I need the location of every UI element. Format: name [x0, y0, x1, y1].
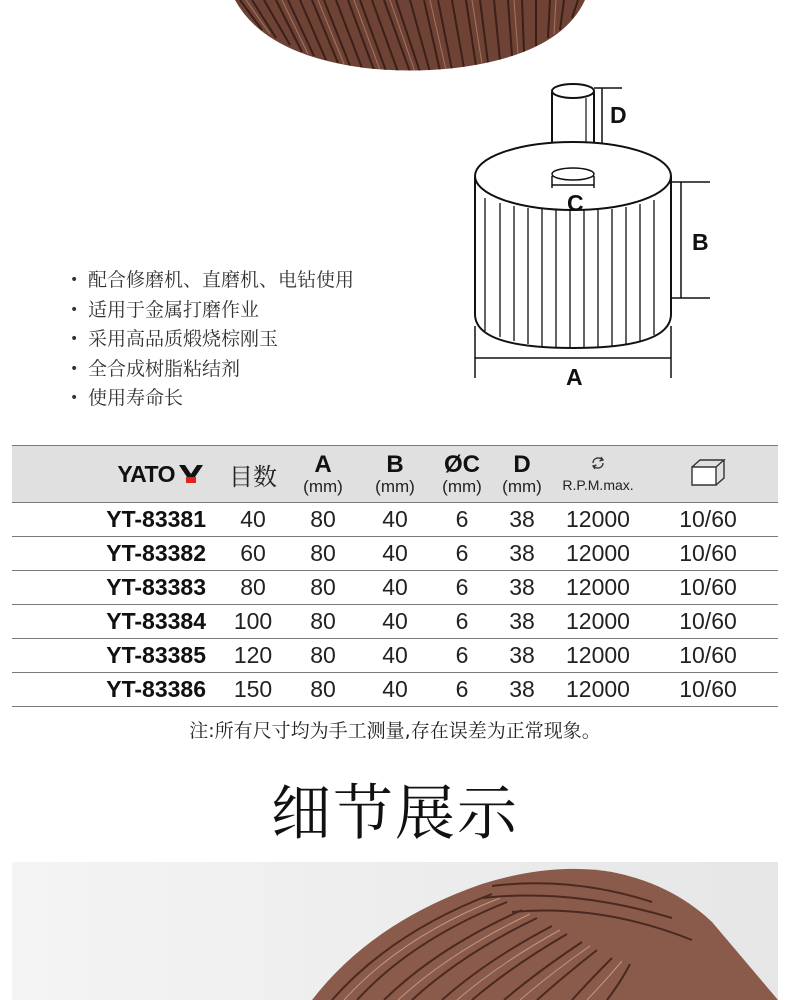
cell-pack: 10/60 — [679, 506, 737, 532]
cell-pack: 10/60 — [679, 608, 737, 634]
table-header-row — [12, 446, 778, 503]
cell-c: 6 — [455, 540, 469, 566]
header-b: B (mm) — [375, 450, 415, 496]
cell-rpm: 12000 — [566, 540, 630, 566]
cell-c: 6 — [455, 642, 469, 668]
cell-c: 6 — [455, 574, 469, 600]
table-row — [12, 537, 778, 571]
cell-rpm: 12000 — [566, 506, 630, 532]
feature-text: 配合修磨机、直磨机、电钻使用 — [88, 269, 355, 291]
cell-a: 80 — [310, 642, 336, 668]
table-row — [12, 605, 778, 639]
cell-b: 40 — [382, 506, 408, 532]
section-title: 细节展示 — [271, 779, 519, 849]
cell-d: 38 — [509, 574, 535, 600]
cell-rpm: 12000 — [566, 676, 630, 702]
cell-pack: 10/60 — [679, 676, 737, 702]
feature-item: • 全合成树脂粘结剂 — [70, 357, 241, 380]
diagram-label-d: D — [610, 102, 627, 128]
header-d: D (mm) — [502, 450, 542, 496]
cell-a: 80 — [310, 540, 336, 566]
cell-mesh: 80 — [240, 574, 266, 600]
cell-mesh: 120 — [233, 642, 273, 668]
cell-c: 6 — [455, 506, 469, 532]
cell-a: 80 — [310, 608, 336, 634]
cell-b: 40 — [382, 540, 408, 566]
cell-mesh: 100 — [233, 608, 273, 634]
feature-item: • 采用高品质煅烧棕刚玉 — [70, 328, 279, 350]
feature-item: • 适用于金属打磨作业 — [70, 298, 260, 321]
brand-header — [12, 446, 212, 503]
feature-item: • 配合修磨机、直磨机、电钻使用 — [70, 269, 355, 291]
table-row — [12, 503, 778, 537]
cell-c: 6 — [455, 676, 469, 702]
cell-a: 80 — [310, 574, 336, 600]
cell-b: 40 — [382, 574, 408, 600]
cell-model: YT-83384 — [106, 608, 206, 634]
measurement-note: 注:所有尺寸均为手工测量,存在误差为正常现象。 — [189, 720, 601, 742]
feature-text: 适用于金属打磨作业 — [88, 298, 260, 321]
yato-logo-icon — [178, 464, 204, 484]
spec-table — [12, 445, 778, 707]
header-a: A (mm) — [303, 450, 343, 496]
dimension-diagram — [460, 76, 720, 396]
feature-text: 采用高品质煅烧棕刚玉 — [88, 328, 279, 350]
table-row — [12, 639, 778, 673]
header-c: ØC (mm) — [442, 450, 482, 496]
cell-b: 40 — [382, 642, 408, 668]
cell-rpm: 12000 — [566, 608, 630, 634]
cell-mesh: 60 — [240, 540, 266, 566]
cell-d: 38 — [509, 608, 535, 634]
cell-mesh: 40 — [240, 506, 266, 532]
cell-d: 38 — [509, 642, 535, 668]
cell-pack: 10/60 — [679, 642, 737, 668]
cell-model: YT-83381 — [106, 506, 206, 532]
cell-model: YT-83382 — [106, 540, 206, 566]
cell-model: YT-83385 — [106, 642, 206, 668]
cell-d: 38 — [509, 676, 535, 702]
cell-model: YT-83383 — [106, 574, 206, 600]
cell-c: 6 — [455, 608, 469, 634]
feature-text: 使用寿命长 — [88, 387, 184, 409]
cell-b: 40 — [382, 676, 408, 702]
diagram-label-a: A — [566, 364, 583, 390]
flap-wheel-top-photo — [0, 0, 790, 75]
cell-d: 38 — [509, 540, 535, 566]
diagram-label-b: B — [692, 229, 709, 255]
table-row — [12, 571, 778, 605]
header-packing — [638, 446, 778, 503]
cell-rpm: 12000 — [566, 642, 630, 668]
diagram-label-c: C — [567, 190, 584, 216]
brand-logo-text: YATO — [117, 460, 175, 487]
box-icon — [688, 457, 728, 487]
cell-pack: 10/60 — [679, 540, 737, 566]
table-row — [12, 673, 778, 707]
feature-text: 全合成树脂粘结剂 — [88, 357, 241, 380]
detail-photo — [12, 862, 778, 1000]
cell-b: 40 — [382, 608, 408, 634]
cell-a: 80 — [310, 506, 336, 532]
cell-a: 80 — [310, 676, 336, 702]
cell-rpm: 12000 — [566, 574, 630, 600]
cell-pack: 10/60 — [679, 574, 737, 600]
header-rpm: R.P.M.max. — [558, 446, 638, 503]
rotation-icon — [590, 455, 606, 471]
feature-list — [70, 266, 354, 414]
cell-model: YT-83386 — [106, 676, 206, 702]
header-mesh: 目数 — [229, 462, 277, 491]
feature-item: • 使用寿命长 — [70, 387, 184, 409]
cell-mesh: 150 — [233, 676, 273, 702]
cell-d: 38 — [509, 506, 535, 532]
